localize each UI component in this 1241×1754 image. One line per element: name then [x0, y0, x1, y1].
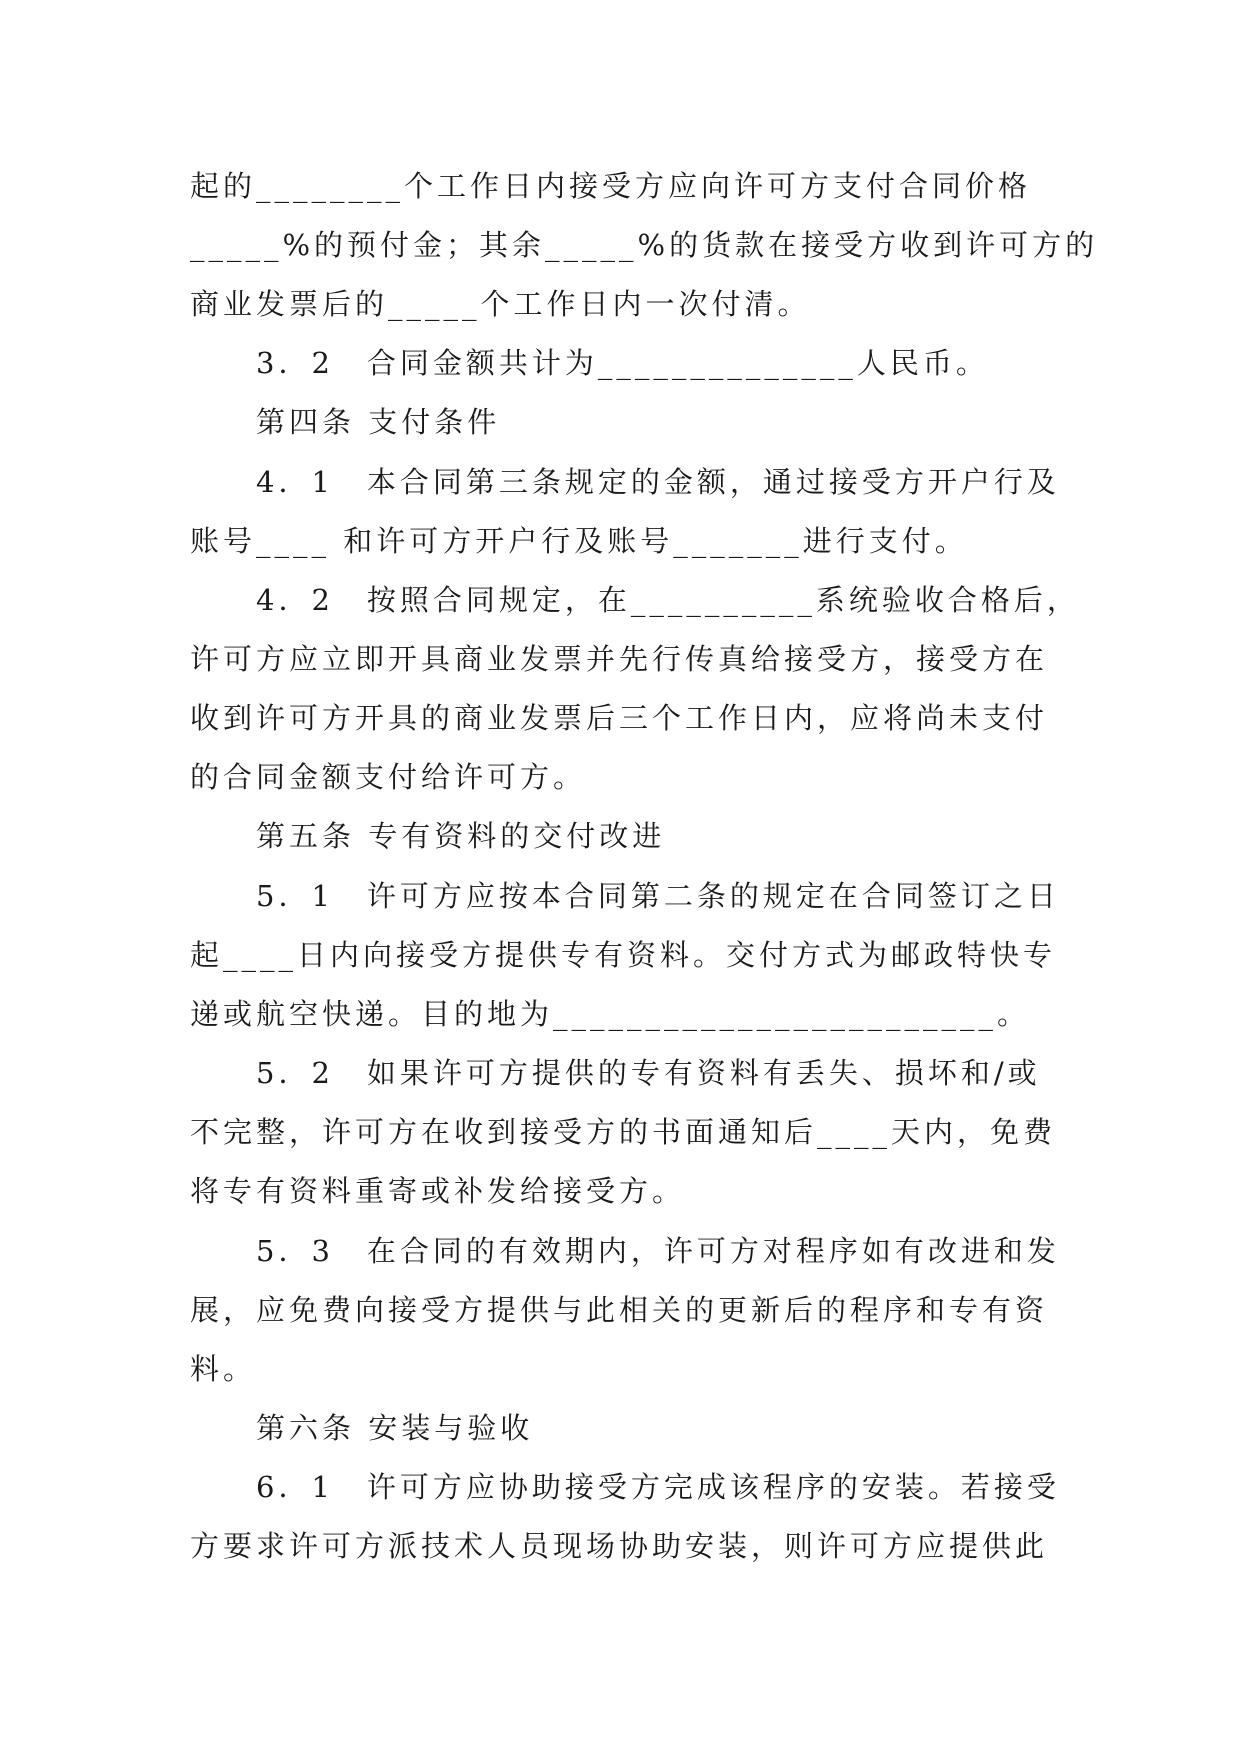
text-line: 展，应免费向接受方提供与此相关的更新后的程序和专有资 — [190, 1293, 1049, 1327]
text-line: 将专有资料重寄或补发给接受方。 — [190, 1174, 686, 1208]
clause-4-2: 4．2 按照合同规定，在__________系统验收合格后， — [256, 583, 1080, 617]
text-line: 收到许可方开具的商业发票后三个工作日内，应将尚未支付 — [190, 701, 1049, 735]
clause-4-1: 4．1 本合同第三条规定的金额，通过接受方开户行及 — [256, 465, 1060, 499]
clause-5-2: 5．2 如果许可方提供的专有资料有丢失、损坏和/或 — [256, 1056, 1041, 1090]
text-line: 商业发票后的_____个工作日内一次付清。 — [190, 287, 811, 321]
article-heading-5: 第五条 专有资料的交付改进 — [256, 819, 666, 853]
clause-5-1: 5．1 许可方应按本合同第二条的规定在合同签订之日 — [256, 879, 1060, 913]
clause-6-1: 6．1 许可方应协助接受方完成该程序的安装。若接受 — [256, 1470, 1060, 1504]
text-line: 许可方应立即开具商业发票并先行传真给接受方，接受方在 — [190, 642, 1049, 676]
clause-3-2: 3．2 合同金额共计为______________人民币。 — [256, 346, 989, 380]
text-line: 账号____ 和许可方开户行及账号_______进行支付。 — [190, 524, 968, 558]
article-heading-4: 第四条 支付条件 — [256, 405, 501, 439]
text-line: 递或航空快递。目的地为________________________。 — [190, 997, 1031, 1031]
article-heading-6: 第六条 安装与验收 — [256, 1411, 534, 1445]
text-line: 方要求许可方派技术人员现场协助安装，则许可方应提供此 — [190, 1529, 1049, 1563]
clause-5-3: 5．3 在合同的有效期内，许可方对程序如有改进和发 — [256, 1234, 1060, 1268]
text-line: 料。 — [190, 1352, 257, 1386]
text-line: 起的________个工作日内接受方应向许可方支付合同价格 — [190, 169, 1032, 203]
text-line: 的合同金额支付给许可方。 — [190, 760, 587, 794]
text-line: 起____日内向接受方提供专有资料。交付方式为邮政特快专 — [190, 938, 1057, 972]
text-line: _____%的预付金；其余_____%的货款在接受方收到许可方的 — [190, 228, 1099, 262]
text-line: 不完整，许可方在收到接受方的书面通知后____天内，免费 — [190, 1115, 1057, 1149]
